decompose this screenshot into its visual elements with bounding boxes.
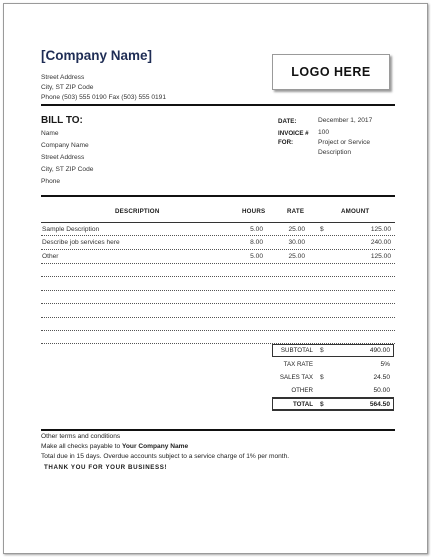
tax-rate-label: TAX RATE — [283, 361, 313, 368]
bill-to-city: City, ST ZIP Code — [41, 166, 94, 173]
bill-to-name: Name — [41, 130, 59, 137]
bill-to-street: Street Address — [41, 154, 85, 161]
date-value: December 1, 2017 — [318, 117, 373, 124]
total-currency: $ — [320, 401, 324, 408]
header-divider — [41, 104, 395, 106]
table-header-rule — [41, 222, 395, 223]
footer-divider — [41, 429, 395, 431]
invoice-number-value: 100 — [318, 129, 330, 136]
column-header-description: DESCRIPTION — [115, 208, 160, 215]
bill-to-heading: BILL TO: — [41, 115, 83, 126]
thank-you-text: THANK YOU FOR YOUR BUSINESS! — [44, 464, 168, 471]
row-1-description: Sample Description — [42, 226, 100, 233]
other-label: OTHER — [291, 387, 313, 394]
row-divider — [41, 303, 395, 304]
checks-payable-prefix: Make all checks payable to — [41, 443, 122, 450]
subtotal-currency: $ — [320, 347, 324, 354]
company-street: Street Address — [41, 74, 85, 81]
row-2-rate: 30.00 — [288, 239, 305, 246]
row-divider — [41, 317, 395, 318]
row-3-amount: 125.00 — [370, 253, 391, 260]
logo-placeholder — [272, 54, 390, 90]
row-2-amount: 240.00 — [370, 239, 391, 246]
for-label: FOR: — [278, 139, 294, 146]
checks-payable-line — [41, 443, 188, 450]
company-phone-fax: Phone (503) 555 0190 Fax (503) 555 0191 — [41, 94, 167, 101]
sales-tax-currency: $ — [320, 374, 324, 381]
total-value: 564.50 — [369, 401, 390, 408]
row-divider — [41, 276, 395, 277]
table-top-rule — [41, 195, 395, 197]
date-label: DATE: — [278, 118, 297, 125]
company-name: [Company Name] — [41, 48, 153, 63]
subtotal-value: 490.00 — [369, 347, 390, 354]
row-2-description: Describe job services here — [42, 239, 120, 246]
subtotal-label: SUBTOTAL — [280, 347, 313, 354]
row-1-currency: $ — [320, 226, 324, 233]
logo-text: LOGO HERE — [291, 65, 371, 79]
invoice-number-label: INVOICE # — [278, 130, 309, 137]
invoice-page — [3, 3, 428, 554]
column-header-hours: HOURS — [242, 208, 266, 215]
total-label: TOTAL — [292, 401, 313, 408]
bill-to-phone: Phone — [41, 178, 61, 185]
for-value-line1: Project or Service — [318, 139, 371, 146]
row-3-description: Other — [42, 253, 59, 260]
sales-tax-label: SALES TAX — [279, 374, 313, 381]
company-city: City, ST ZIP Code — [41, 84, 94, 91]
checks-payable-company: Your Company Name — [122, 443, 189, 450]
for-value-line2: Description — [318, 149, 351, 156]
row-3-rate: 25.00 — [288, 253, 305, 260]
row-divider — [41, 290, 395, 291]
payment-due-text: Total due in 15 days. Overdue accounts subject to a service charge of 1% per month. — [41, 453, 290, 460]
row-2-hours: 8.00 — [250, 239, 263, 246]
row-divider — [41, 235, 395, 236]
row-3-hours: 5.00 — [250, 253, 263, 260]
terms-text: Other terms and conditions — [41, 433, 121, 440]
other-value: 50.00 — [373, 387, 390, 394]
row-1-rate: 25.00 — [288, 226, 305, 233]
row-divider — [41, 249, 395, 250]
bill-to-company: Company Name — [41, 142, 89, 149]
row-divider — [41, 263, 395, 264]
row-1-amount: 125.00 — [370, 226, 391, 233]
tax-rate-value: 5% — [380, 361, 390, 368]
row-divider — [41, 330, 395, 331]
column-header-amount: AMOUNT — [341, 208, 370, 215]
row-1-hours: 5.00 — [250, 226, 263, 233]
sales-tax-value: 24.50 — [373, 374, 390, 381]
column-header-rate: RATE — [287, 208, 305, 215]
